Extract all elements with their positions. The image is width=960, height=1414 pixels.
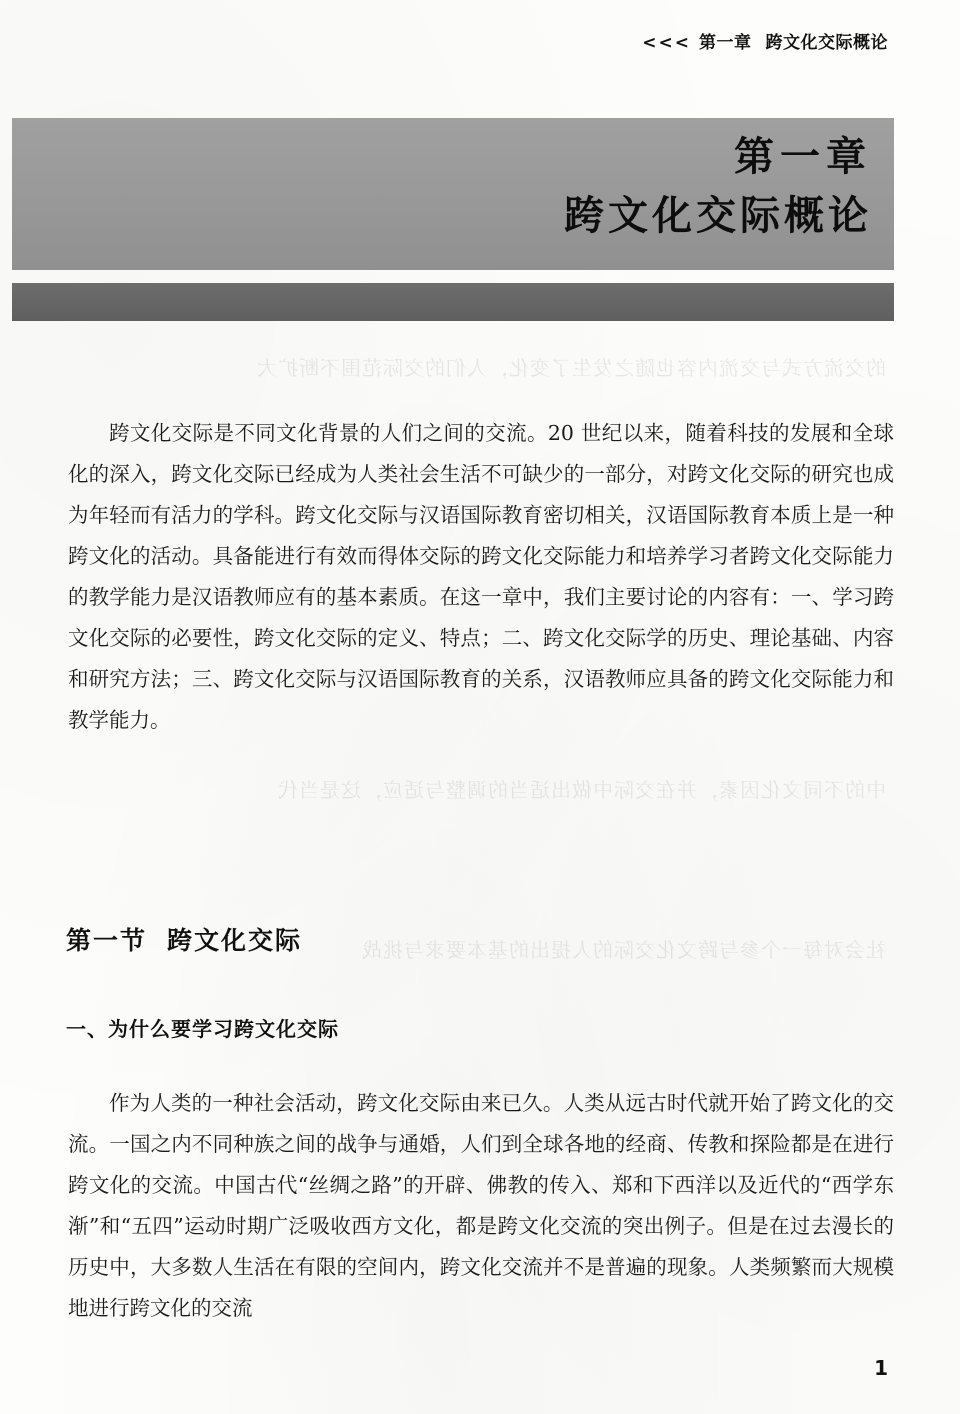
section-number: 第一节 (66, 925, 148, 955)
show-through-text-a: 的交流方式与交流内容也随之发生了变化，人们的交际范围不断扩大 (256, 356, 886, 380)
show-through-text-c: 社会对每一个参与跨文化交际的人提出的基本要求与挑战 (361, 938, 886, 962)
running-head-marks: <<< (642, 33, 691, 53)
running-head (642, 28, 888, 53)
intro-paragraph: 跨文化交际是不同文化背景的人们之间的交流。20 世纪以来，随着科技的发展和全球化的深入，跨文化交际已经成为人类社会生活不可缺少的一部分，对跨文化交际的研究也成为年轻而有活力的学科。跨文化交际与汉语国际教育密切相关，汉语国际教育本质上是一种跨文化的活动。具备能进行有效而得体交际的跨文化交际能力和培养学习者跨文化交际能力的教学能力是汉语教师应有的基本素质。在这一章中，我们主要讨论的内容有：一、学习跨文化交际的必要性，跨文化交际的定义、特点；二、跨文化交际学的历史、理论基础、内容和研究方法；三、跨文化交际与汉语国际教育的关系，汉语教师应具备的跨文化交际能力和教学能力。 (68, 420, 894, 732)
running-head-chapter-title: 跨文化交际概论 (765, 33, 888, 53)
chapter-title: 跨文化交际概论 (564, 192, 872, 239)
chapter-banner-text (564, 132, 872, 242)
chapter-banner (12, 118, 894, 270)
chapter-banner-strip (12, 283, 894, 321)
subsection-heading: 一、为什么要学习跨文化交际 (66, 1017, 339, 1041)
running-head-chapter-label: 第一章 (699, 33, 752, 53)
page-number: 1 (874, 1356, 888, 1380)
section-title: 跨文化交际 (167, 925, 303, 955)
show-through-text-b: 中的不同文化因素，并在交际中做出适当的调整与适应，这是当代 (277, 778, 886, 802)
section-heading (66, 921, 302, 957)
chapter-number: 第一章 (734, 133, 872, 180)
body-paragraph: 作为人类的一种社会活动，跨文化交际由来已久。人类从远古时代就开始了跨文化的交流。一国之内不同种族之间的战争与通婚，人们到全球各地的经商、传教和探险都是在进行跨文化的交流。中国古代“丝绸之路”的开辟、佛教的传入、郑和下西洋以及近代的“西学东渐”和“五四”运动时期广泛吸收西方文化，都是跨文化交流的突出例子。但是在过去漫长的历史中，大多数人生活在有限的空间内，跨文化交流并不是普遍的现象。人类频繁而大规模地进行跨文化的交流 (68, 1090, 894, 1320)
